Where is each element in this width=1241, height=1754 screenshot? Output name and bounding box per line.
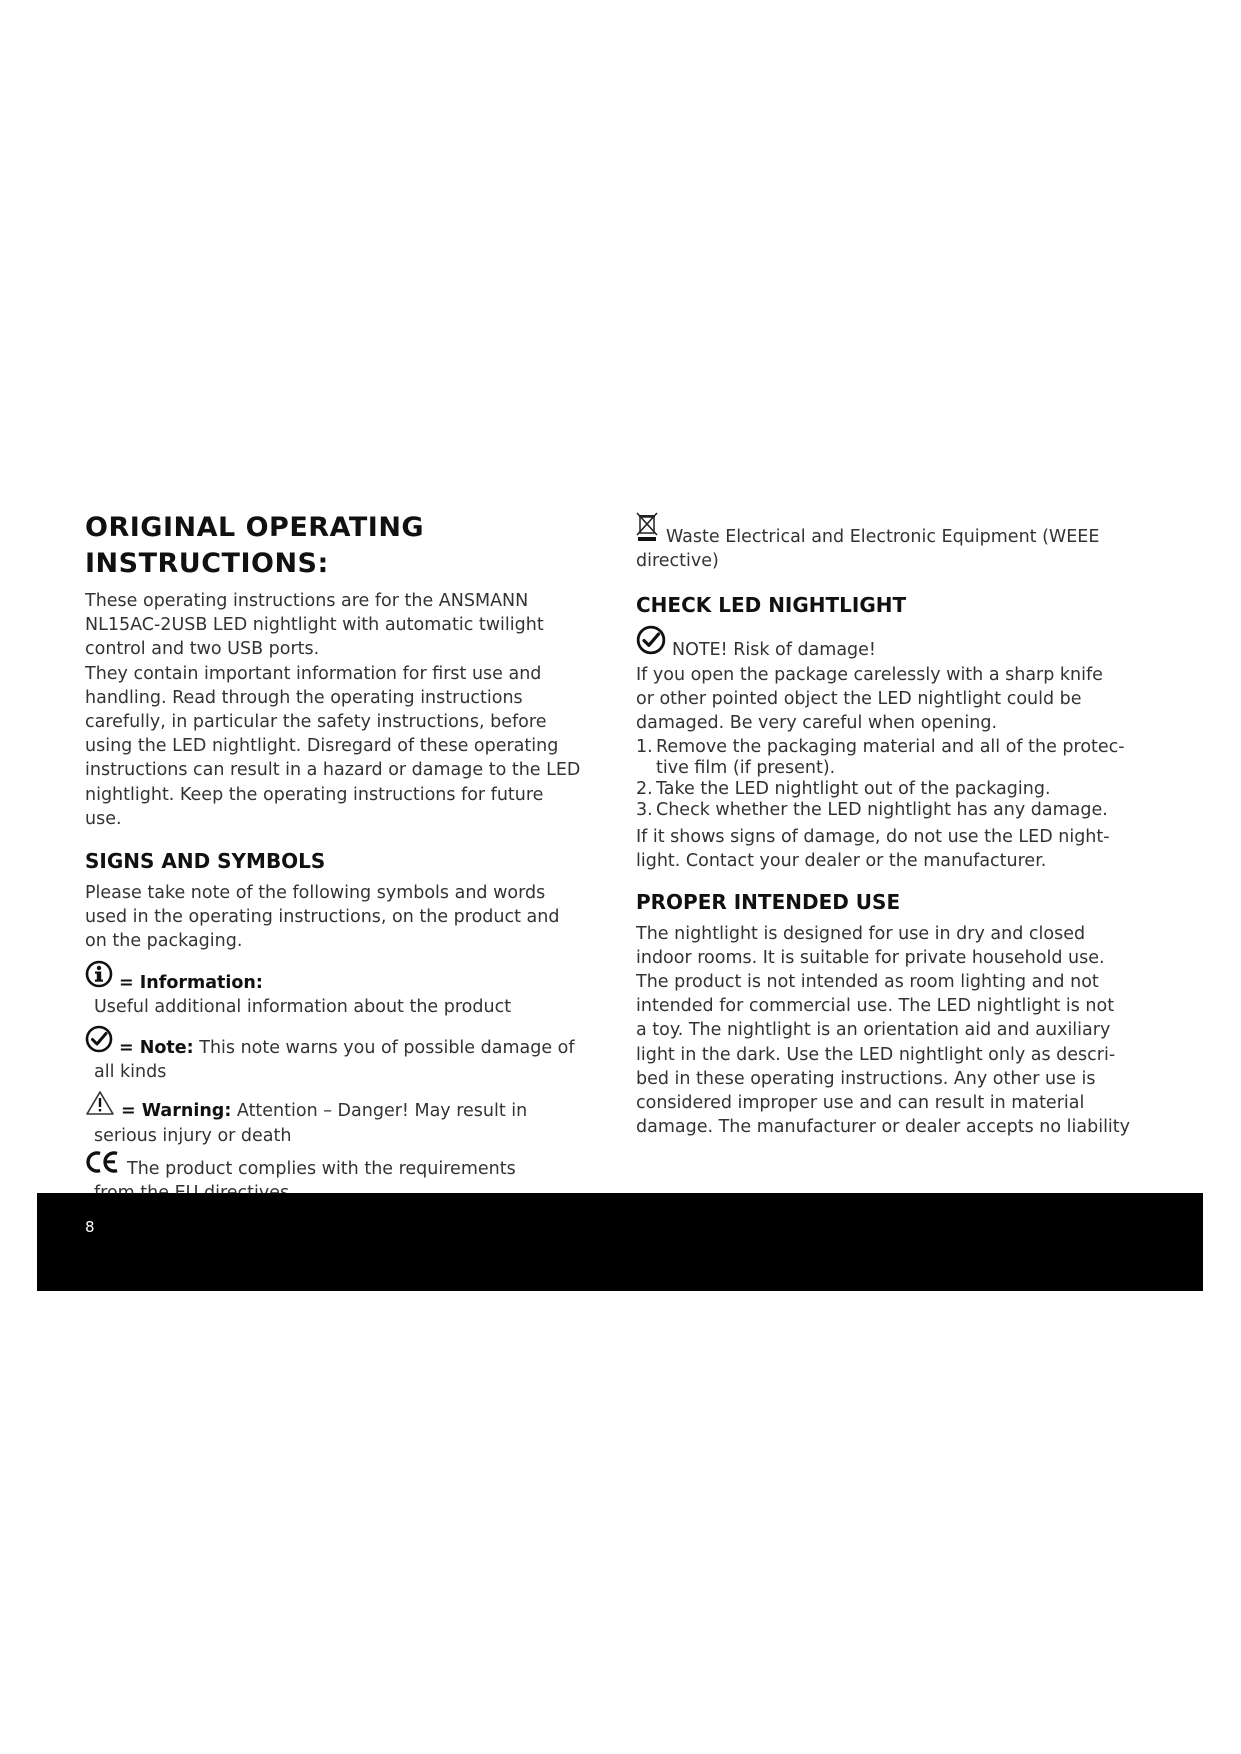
note-label: = Note: xyxy=(119,1038,194,1059)
weee-block xyxy=(636,512,1156,573)
page-title: ORIGINAL OPERATING INSTRUCTIONS: xyxy=(85,512,425,579)
check-intro-line: damaged. Be very careful when opening. xyxy=(636,713,998,734)
note-risk-label: NOTE! Risk of damage! xyxy=(672,640,876,661)
intro-line: control and two USB ports. xyxy=(85,639,320,660)
right-column xyxy=(636,512,1156,1139)
use-line: The nightlight is designed for use in dry and closed xyxy=(636,923,1086,944)
warning-label: = Warning: xyxy=(121,1101,232,1122)
page-number: 8 xyxy=(85,1218,95,1236)
intro-line: They contain important information for first use and xyxy=(85,663,542,684)
info-icon xyxy=(85,960,113,995)
intro-line: NL15AC-2USB LED nightlight with automatic twilight xyxy=(85,615,544,636)
weee-text-cont: directive) xyxy=(636,551,719,572)
step-item: 1. Remove the packaging material and all of the protec- tive film (if present). xyxy=(636,737,1125,779)
use-heading: PROPER INTENDED USE xyxy=(636,889,901,914)
check-circle-icon xyxy=(85,1025,113,1060)
warning-text: Attention – Danger! May result in xyxy=(236,1101,528,1122)
damage-paragraph xyxy=(636,825,1156,873)
note-text: This note warns you of possible damage of xyxy=(199,1038,575,1059)
crossed-bin-icon xyxy=(636,512,658,549)
symbol-note xyxy=(85,1025,605,1084)
use-line: indoor rooms. It is suitable for private household use. xyxy=(636,947,1105,968)
check-heading: CHECK LED NIGHTLIGHT xyxy=(636,593,907,618)
intro-paragraph xyxy=(85,589,605,831)
check-intro-line: If you open the package carelessly with a sharp knife xyxy=(636,664,1103,685)
use-line: a toy. The nightlight is an orientation aid and auxiliary xyxy=(636,1020,1111,1041)
intro-line: using the LED nightlight. Disregard of these operating xyxy=(85,736,559,757)
check-intro-line: or other pointed object the LED nightlight could be xyxy=(636,688,1082,709)
ce-text: The product complies with the requirements xyxy=(127,1158,516,1179)
signs-intro xyxy=(85,881,605,954)
note-warning xyxy=(636,625,1156,662)
left-column xyxy=(85,500,605,1205)
symbol-info xyxy=(85,960,605,1019)
weee-text: Waste Electrical and Electronic Equipment (WEEE xyxy=(666,527,1100,547)
use-line: considered improper use and can result in material xyxy=(636,1093,1085,1114)
use-line: The product is not intended as room lighting and not xyxy=(636,972,1099,993)
damage-line: light. Contact your dealer or the manufacturer. xyxy=(636,851,1047,872)
intro-line: These operating instructions are for the ANSMANN xyxy=(85,591,529,611)
damage-line: If it shows signs of damage, do not use the LED night- xyxy=(636,827,1110,848)
check-steps xyxy=(636,737,1156,821)
note-description: all kinds xyxy=(94,1062,167,1083)
intro-line: nightlight. Keep the operating instructions for future xyxy=(85,784,544,805)
ce-mark-icon xyxy=(85,1150,121,1181)
check-circle-icon xyxy=(636,625,666,662)
use-paragraph xyxy=(636,922,1156,1140)
info-label: = Information: xyxy=(119,972,263,993)
signs-heading: SIGNS AND SYMBOLS xyxy=(85,849,326,874)
signs-intro-line: on the packaging. xyxy=(85,931,243,952)
use-line: intended for commercial use. The LED nightlight is not xyxy=(636,996,1115,1017)
step-item: 3. Check whether the LED nightlight has any damage. xyxy=(636,800,1108,821)
info-description: Useful additional information about the product xyxy=(94,996,512,1017)
intro-line: handling. Read through the operating instructions xyxy=(85,687,523,708)
use-line: light in the dark. Use the LED nightlight only as descri- xyxy=(636,1044,1116,1065)
check-intro xyxy=(636,663,1156,736)
page-footer-bar xyxy=(37,1193,1203,1291)
signs-intro-line: used in the operating instructions, on the product and xyxy=(85,907,560,928)
intro-line: carefully, in particular the safety instructions, before xyxy=(85,712,547,733)
intro-line: instructions can result in a hazard or damage to the LED xyxy=(85,760,581,781)
intro-line: use. xyxy=(85,808,122,829)
step-item: 2. Take the LED nightlight out of the packaging. xyxy=(636,779,1051,800)
signs-intro-line: Please take note of the following symbols and words xyxy=(85,883,546,904)
use-line: bed in these operating instructions. Any other use is xyxy=(636,1068,1096,1089)
warning-triangle-icon xyxy=(85,1090,115,1123)
symbol-warning xyxy=(85,1090,605,1147)
use-line: damage. The manufacturer or dealer accepts no liability xyxy=(636,1117,1131,1138)
warning-description: serious injury or death xyxy=(94,1125,292,1146)
